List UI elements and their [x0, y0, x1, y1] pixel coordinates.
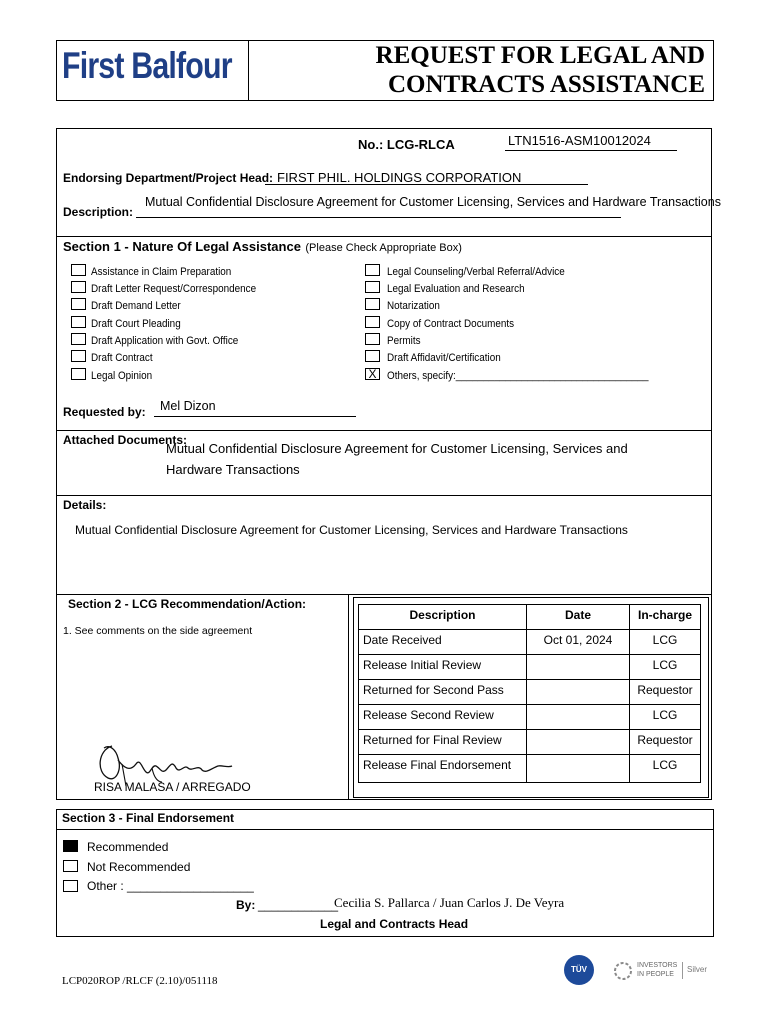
checkbox-recommended[interactable]	[63, 840, 78, 852]
checkbox[interactable]	[365, 298, 380, 310]
endorsing-department-value: FIRST PHIL. HOLDINGS CORPORATION	[277, 170, 522, 185]
description-value: Mutual Confidential Disclosure Agreement for Customer Licensing, Services and Hardware Transactions	[145, 195, 721, 209]
form-code: LCP020ROP /RLCF (2.10)/051118	[62, 975, 218, 987]
section1-top-border	[56, 236, 712, 237]
table-cell-date	[526, 729, 630, 755]
form-number-label: No.: LCG-RLCA	[358, 137, 455, 152]
endorsing-underline	[265, 184, 588, 185]
requested-by-value: Mel Dizon	[160, 399, 216, 413]
checkbox-label: Legal Opinion	[91, 370, 153, 382]
checkbox-label: Notarization	[387, 300, 440, 312]
checkbox-others[interactable]: X	[365, 368, 380, 380]
head-title: Legal and Contracts Head	[320, 917, 469, 931]
table-cell-date: Oct 01, 2024	[526, 629, 630, 655]
form-number-underline	[505, 150, 677, 151]
checkbox-label: Draft Letter Request/Correspondence	[91, 283, 257, 295]
form-number-value: LTN1516-ASM10012024	[508, 133, 651, 148]
table-cell-date	[526, 679, 630, 705]
table-cell-incharge: LCG	[629, 629, 701, 655]
iip-line1: INVESTORS	[637, 962, 678, 969]
requested-by-underline	[154, 416, 356, 417]
checkbox-label: Draft Application with Govt. Office	[91, 335, 239, 347]
endorsing-department-label: Endorsing Department/Project Head:	[63, 171, 274, 185]
details-top-border	[56, 495, 712, 496]
section2-comment: 1. See comments on the side agreement	[63, 625, 253, 637]
by-label: By:	[236, 898, 256, 912]
table-header-date: Date	[526, 604, 630, 630]
section2-top-border	[56, 594, 712, 595]
table-cell-description: Release Second Review	[358, 704, 527, 730]
iip-wreath-icon	[612, 960, 634, 982]
iip-level: Silver	[687, 965, 708, 974]
checkbox-label: Permits	[387, 335, 421, 347]
description-underline	[136, 217, 621, 218]
checkbox[interactable]	[71, 350, 86, 362]
checkbox[interactable]	[365, 333, 380, 345]
signatory-name: RISA MALASA / ARREGADO	[94, 780, 251, 794]
section3-title: Section 3 - Final Endorsement	[62, 811, 235, 825]
attached-documents-value: Mutual Confidential Disclosure Agreement for Customer Licensing, Services and Hardware Transactions	[166, 441, 628, 477]
table-cell-description: Release Initial Review	[358, 654, 527, 680]
table-cell-description: Release Final Endorsement	[358, 754, 527, 783]
endorsers-names: Cecilia S. Pallarca / Juan Carlos J. De Veyra	[334, 895, 565, 910]
section2-divider	[348, 594, 349, 800]
table-header-incharge: In-charge	[629, 604, 701, 630]
table-cell-incharge: LCG	[629, 754, 701, 783]
checkbox-label: Others, specify:___________________________________	[387, 370, 649, 382]
table-cell-incharge: LCG	[629, 654, 701, 680]
iip-divider	[682, 962, 683, 979]
checkbox[interactable]	[71, 264, 86, 276]
table-cell-description: Returned for Final Review	[358, 729, 527, 755]
checkbox[interactable]	[71, 316, 86, 328]
checkbox-not-recommended[interactable]	[63, 860, 78, 872]
option-recommended-label: Recommended	[87, 840, 169, 854]
attached-top-border	[56, 430, 712, 431]
section1-title	[63, 238, 462, 256]
tuv-logo	[564, 955, 594, 985]
checkbox-label: Legal Evaluation and Research	[387, 283, 525, 295]
checkbox-label: Draft Court Pleading	[91, 318, 181, 330]
form-title-line2: CONTRACTS ASSISTANCE	[388, 71, 705, 98]
checkbox-other[interactable]	[63, 880, 78, 892]
tuv-logo-text: TÜV	[571, 965, 587, 974]
checkbox-label: Draft Affidavit/Certification	[387, 352, 501, 364]
section3-title-divider	[56, 829, 714, 830]
checkbox[interactable]	[71, 368, 86, 380]
table-cell-date	[526, 704, 630, 730]
details-label: Details:	[63, 498, 107, 512]
table-cell-date	[526, 754, 630, 783]
header-divider	[248, 40, 249, 101]
checkbox[interactable]	[71, 298, 86, 310]
company-logo: First Balfour	[62, 45, 232, 86]
table-cell-description: Returned for Second Pass	[358, 679, 527, 705]
table-cell-incharge: Requestor	[629, 679, 701, 705]
section2-title: Section 2 - LCG Recommendation/Action:	[68, 597, 307, 611]
checkbox[interactable]	[365, 350, 380, 362]
checkbox[interactable]	[365, 316, 380, 328]
option-other-label: Other : ___________________	[87, 879, 254, 893]
checkbox[interactable]	[365, 281, 380, 293]
checkbox-label: Draft Contract	[91, 352, 153, 364]
checkbox-label: Assistance in Claim Preparation	[91, 266, 232, 278]
checkbox[interactable]	[365, 264, 380, 276]
table-header-description: Description	[358, 604, 527, 630]
form-title-line1: REQUEST FOR LEGAL AND	[375, 42, 705, 69]
table-cell-incharge: LCG	[629, 704, 701, 730]
iip-line2: IN PEOPLE	[637, 971, 674, 978]
checkbox-label: Draft Demand Letter	[91, 300, 181, 312]
checkbox-label: Legal Counseling/Verbal Referral/Advice	[387, 266, 565, 278]
section1-subtitle: (Please Check Appropriate Box)	[305, 242, 462, 254]
section1-title-text: Section 1 - Nature Of Legal Assistance	[63, 239, 301, 254]
requested-by-label: Requested by:	[63, 405, 146, 419]
attached-documents-label: Attached Documents:	[63, 433, 188, 447]
checkbox-label: Copy of Contract Documents	[387, 318, 515, 330]
option-not-recommended-label: Not Recommended	[87, 860, 191, 874]
by-blank: ____________	[258, 898, 339, 912]
table-cell-description: Date Received	[358, 629, 527, 655]
checkbox[interactable]	[71, 333, 86, 345]
table-cell-incharge: Requestor	[629, 729, 701, 755]
description-label: Description:	[63, 205, 134, 219]
details-value: Mutual Confidential Disclosure Agreement for Customer Licensing, Services and Hardware Transactions	[75, 523, 628, 537]
checkbox[interactable]	[71, 281, 86, 293]
table-cell-date	[526, 654, 630, 680]
